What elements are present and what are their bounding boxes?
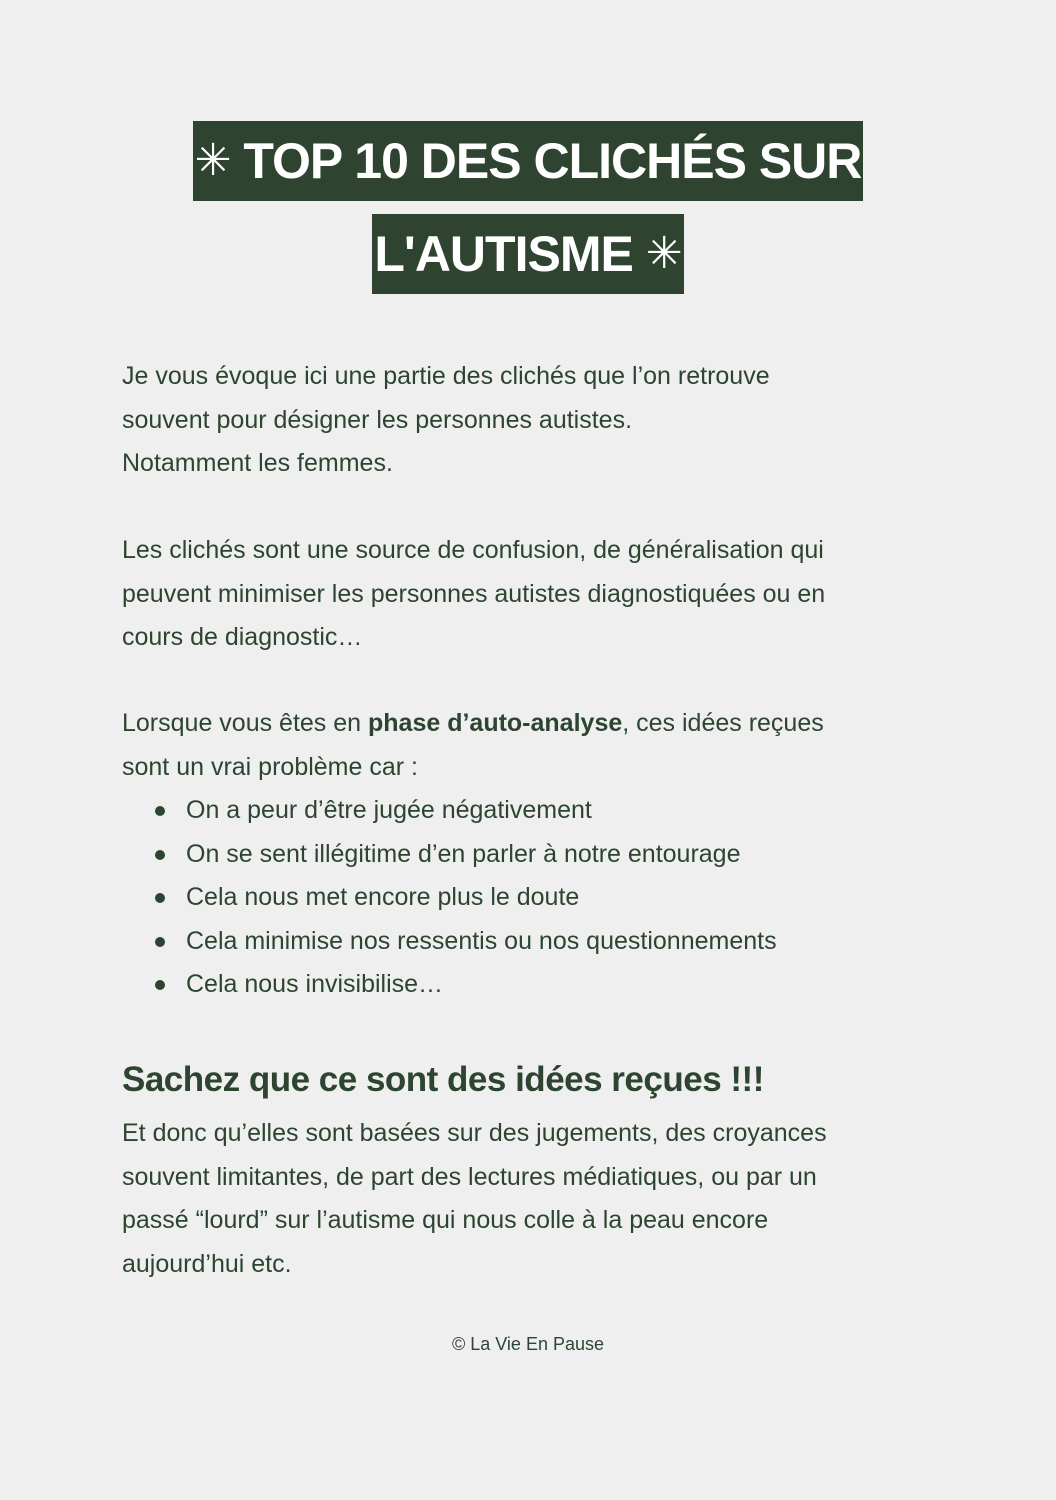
text-segment: Lorsque vous êtes en [122,709,368,737]
paragraph-line: souvent limitantes, de part des lectures médiatiques, ou par un [122,1162,817,1191]
list-item-text: Cela nous invisibilise… [186,970,444,998]
intro-paragraph [122,355,932,486]
section-heading: Sachez que ce sont des idées reçues !!! [122,1060,764,1099]
title-banner-2 [372,214,683,294]
title-line-2 [0,214,1056,294]
bullet-dot-icon [155,806,165,816]
bullet-dot-icon [155,893,165,903]
list-item [122,789,932,833]
list-item [122,833,932,877]
asterisk-star-icon: ✳ [645,229,682,278]
problems-list [122,789,932,1007]
title-banner-1 [193,121,864,201]
paragraph-line: sont un vrai problème car : [122,752,418,781]
bullet-dot-icon [155,980,165,990]
text-segment: , ces idées reçues [622,709,824,737]
paragraph-line: aujourd’hui etc. [122,1249,292,1278]
intro-line: Je vous évoque ici une partie des clichés que l’on retrouve [122,362,770,390]
bullet-dot-icon [155,850,165,860]
paragraph-line: peuvent minimiser les personnes autistes diagnostiquées ou en [122,579,826,608]
title-line-1 [0,121,1056,201]
copyright-footer: © La Vie En Pause [451,1334,605,1354]
emphasis-text: phase d’auto-analyse [368,709,623,737]
title-text-1: TOP 10 DES CLICHÉS SUR [243,133,862,189]
list-item [122,920,932,964]
list-item-text: On a peur d’être jugée négativement [186,796,592,824]
list-item [122,876,932,920]
paragraph-line: passé “lourd” sur l’autisme qui nous colle à la peau encore [122,1206,769,1234]
paragraph-line: Et donc qu’elles sont basées sur des jugements, des croyances [122,1119,827,1147]
paragraph-line [122,702,932,746]
list-item [122,963,932,1007]
intro-line: Notamment les femmes. [122,449,393,477]
list-item-text: Cela nous met encore plus le doute [186,883,580,911]
list-item-text: Cela minimise nos ressentis ou nos questionnements [186,926,777,955]
conclusion-paragraph [122,1112,932,1286]
paragraph-line: cours de diagnostic… [122,623,363,651]
intro-line: souvent pour désigner les personnes autistes. [122,405,633,434]
self-analysis-paragraph [122,702,932,789]
paragraph-line: Les clichés sont une source de confusion, de généralisation qui [122,536,824,564]
list-item-text: On se sent illégitime d’en parler à notre entourage [186,839,741,868]
bullet-dot-icon [155,937,165,947]
asterisk-star-icon: ✳ [194,136,231,185]
title-text-2: L'AUTISME [374,226,633,282]
cliches-paragraph [122,529,932,660]
